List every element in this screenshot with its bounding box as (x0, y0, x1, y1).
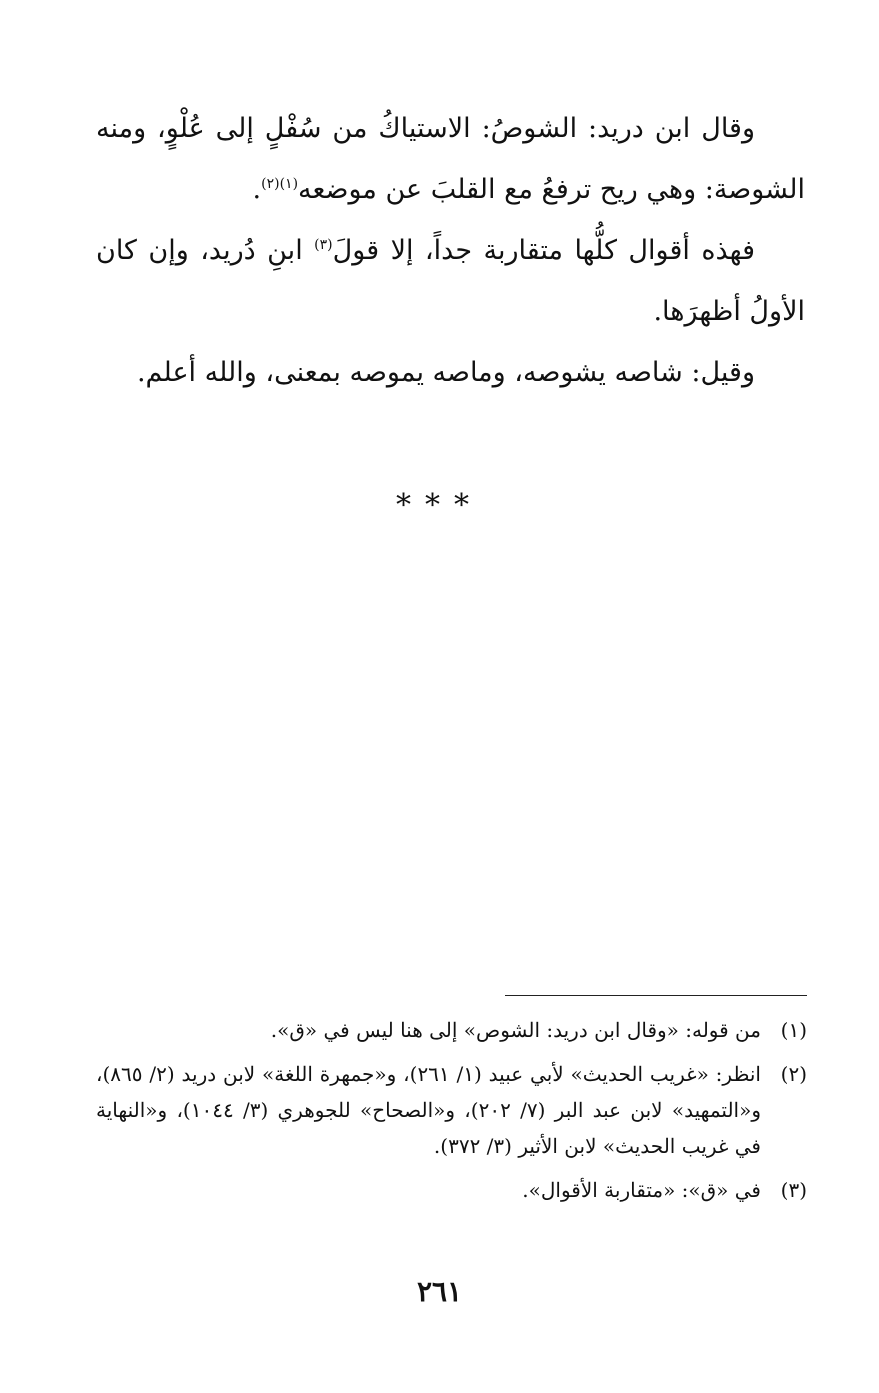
paragraph-2-text-a: فهذه أقوال كلُّها متقاربة جداً، إلا قولَ (332, 235, 755, 266)
paragraph-3 (96, 342, 805, 403)
footnote-3 (96, 1172, 807, 1208)
footnote-text: انظر: «غريب الحديث» لأبي عبيد (١/ ٢٦١)، و«جمهرة اللغة» لابن دريد (٢/ ٨٦٥)، و«التمهيد» لابن عبد البر (٧/ ٢٠٢)، و«الصحاح» للجوهري (٣/ ١٠٤٤)، و«النهاية في غريب الحديث» لابن الأثير (٣/ ٣٧٢). (96, 1062, 761, 1158)
footnote-number: (٢) (780, 1062, 807, 1086)
footnotes (96, 1012, 807, 1216)
paragraph-1-text: وقال ابن دريد: الشوصُ: الاستياكُ من سُفْلٍ إلى عُلْوٍ، ومنه الشوصة: وهي ريح ترفعُ مع القلبَ عن موضعه (96, 113, 805, 205)
footnote-number: (٣) (780, 1178, 807, 1202)
footnote-2 (96, 1056, 807, 1164)
paragraph-2-text-b: ابنِ دُريد، وإن كان الأولُ أظهرَها. (96, 235, 805, 327)
footnote-text: من قوله: «وقال ابن دريد: الشوص» إلى هنا ليس في «ق». (270, 1018, 761, 1042)
footnote-number: (١) (780, 1018, 807, 1042)
section-separator: *** (396, 488, 483, 523)
footnote-ref-2: (٢) (261, 176, 280, 192)
footnote-text: في «ق»: «متقاربة الأقوال». (522, 1178, 761, 1202)
footnote-divider (505, 995, 807, 996)
page-number: ٢٦١ (416, 1275, 463, 1308)
footnote-ref-1: (١) (279, 176, 299, 192)
paragraph-2 (96, 220, 805, 342)
footnote-ref-3: (٣) (314, 237, 333, 253)
paragraph-1-end: . (252, 174, 262, 205)
paragraph-1 (96, 98, 805, 220)
paragraph-3-text: وقيل: شاصه يشوصه، وماصه يموصه بمعنى، والله أعلم. (136, 357, 755, 388)
main-body-text (96, 98, 805, 403)
footnote-1 (96, 1012, 807, 1048)
